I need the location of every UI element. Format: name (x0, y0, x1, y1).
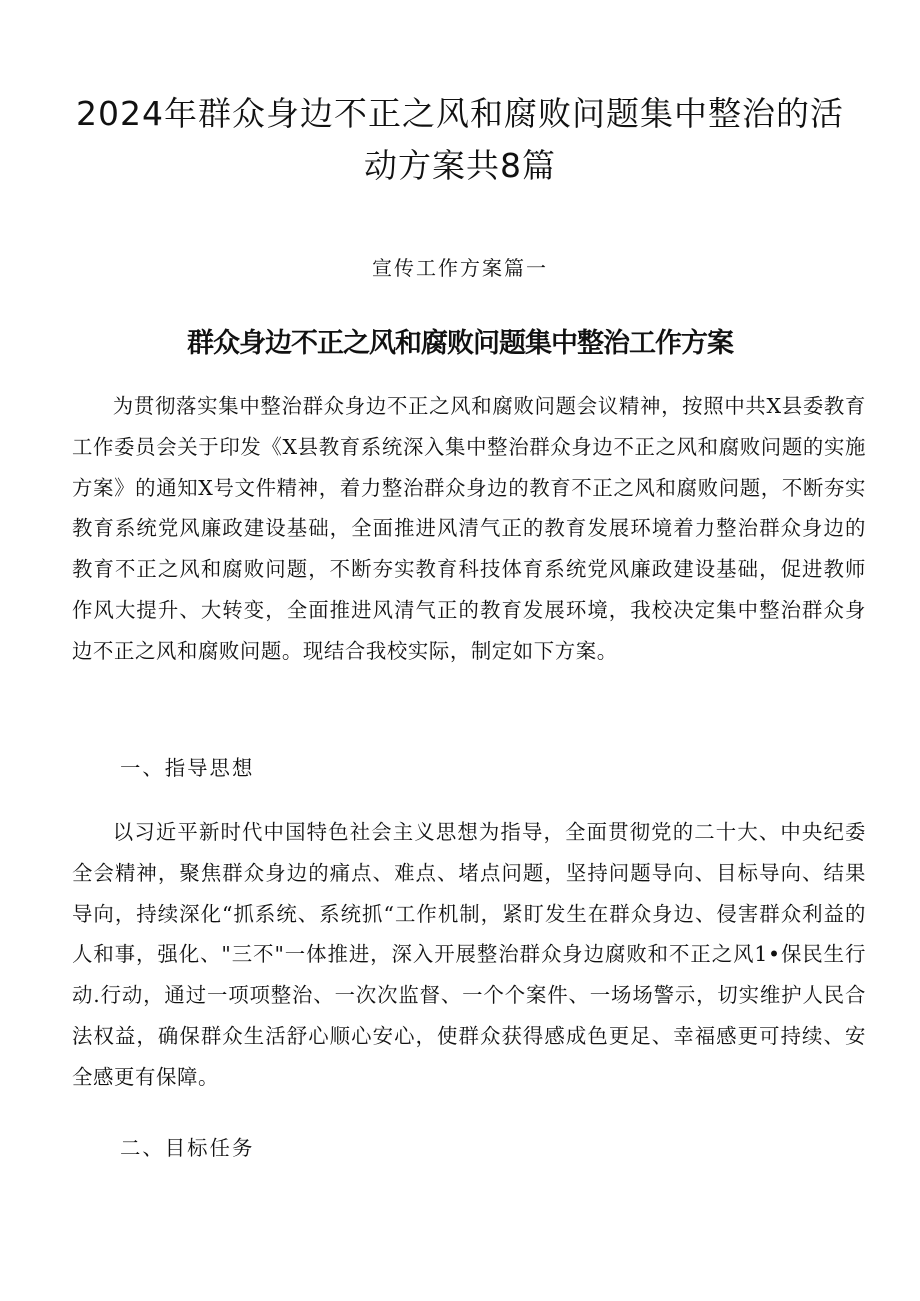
document-title: 2024年群众身边不正之风和腐败问题集中整治的活动方案共8篇 (76, 94, 844, 185)
heading-guiding-ideology: 一、指导思想 (120, 756, 255, 780)
heading-objectives: 二、目标任务 (120, 1136, 255, 1160)
intro-paragraph: 为贯彻落实集中整治群众身边不正之风和腐败问题会议精神，按照中共X县委教育工作委员会关于印发《X县教育系统深入集中整治群众身边不正之风和腐败问题的实施方案》的通知X号文件精神，着力整治群众身边的教育不正之风和腐败问题，不断夯实教育系统党风廉政建设基础，全面推进风清气正的教育发展环境着力整治群众身边的教育不正之风和腐败问题，不断夯实教育科技体育系统党风廉政建设基础，促进教师作风大提升、大转变，全面推进风清气正的教育发展环境，我校决定集中整治群众身边不正之风和腐败问题。现结合我校实际，制定如下方案。 (72, 394, 866, 663)
section-title: 群众身边不正之风和腐败问题集中整治工作方案 (187, 328, 733, 359)
document-subtitle: 宣传工作方案篇一 (372, 256, 548, 280)
guiding-ideology-paragraph: 以习近平新时代中国特色社会主义思想为指导，全面贯彻党的二十大、中央纪委全会精神，聚焦群众身边的痛点、难点、堵点问题，坚持问题导向、目标导向、结果导向，持续深化“抓系统、系统抓“工作机制，紧盯发生在群众身边、侵害群众利益的人和事，强化、"三不"一体推进，深入开展整治群众身边腐败和不正之风1•保民生行动.行动，通过一项项整治、一次次监督、一个个案件、一场场警示，切实维护人民合法权益，确保群众生活舒心顺心安心，使群众获得感成色更足、幸福感更可持续、安全感更有保障。 (72, 820, 866, 1089)
